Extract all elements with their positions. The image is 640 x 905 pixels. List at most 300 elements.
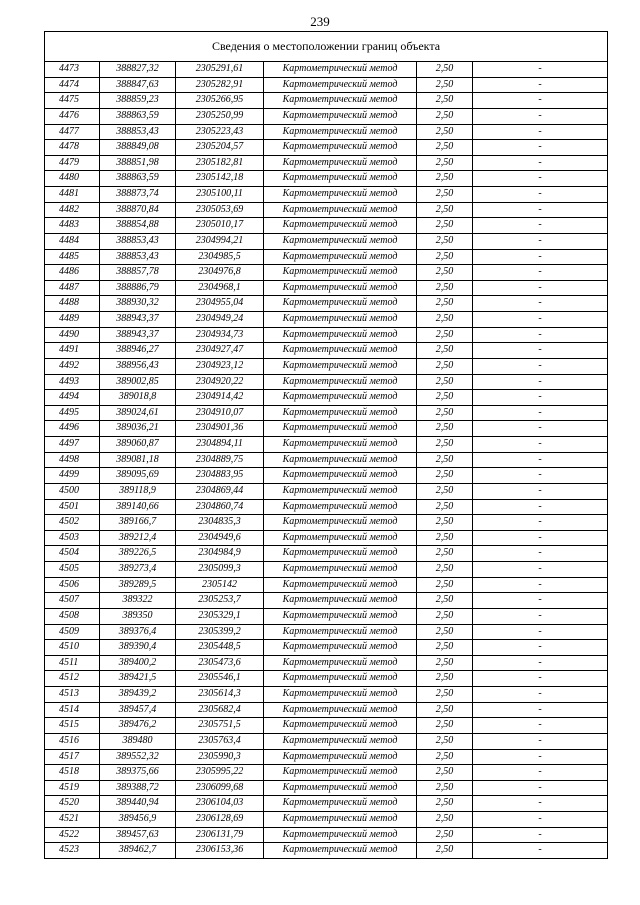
cell-method: Картометрический метод [264,343,417,359]
table-row [45,218,608,234]
cell-y-coordinate: 2304984,9 [176,546,264,562]
cell-x-coordinate: 389462,7 [100,843,176,859]
cell-x-coordinate: 388943,37 [100,327,176,343]
cell-x-coordinate: 389457,63 [100,827,176,843]
cell-method: Картометрический метод [264,296,417,312]
cell-x-coordinate: 389390,4 [100,640,176,656]
cell-method: Картометрический метод [264,265,417,281]
cell-method: Картометрический метод [264,202,417,218]
table-row [45,93,608,109]
table-row [45,327,608,343]
cell-method: Картометрический метод [264,249,417,265]
table-row [45,140,608,156]
cell-y-coordinate: 2305399,2 [176,624,264,640]
cell-method: Картометрический метод [264,155,417,171]
cell-description: - [473,499,608,515]
cell-description: - [473,265,608,281]
cell-description: - [473,765,608,781]
cell-point-number: 4480 [45,171,100,187]
cell-method: Картометрический метод [264,718,417,734]
cell-point-number: 4473 [45,62,100,78]
cell-y-coordinate: 2305053,69 [176,202,264,218]
cell-accuracy: 2,50 [417,562,473,578]
cell-point-number: 4506 [45,577,100,593]
cell-method: Картометрический метод [264,437,417,453]
cell-description: - [473,140,608,156]
cell-y-coordinate: 2306099,68 [176,780,264,796]
cell-x-coordinate: 388946,27 [100,343,176,359]
cell-description: - [473,249,608,265]
table-row [45,577,608,593]
cell-method: Картометрический метод [264,233,417,249]
cell-y-coordinate: 2304920,22 [176,374,264,390]
table-row [45,718,608,734]
cell-description: - [473,593,608,609]
cell-point-number: 4476 [45,108,100,124]
cell-point-number: 4479 [45,155,100,171]
cell-method: Картометрический метод [264,530,417,546]
cell-description: - [473,562,608,578]
cell-y-coordinate: 2305142,18 [176,171,264,187]
cell-accuracy: 2,50 [417,796,473,812]
cell-x-coordinate: 388853,43 [100,249,176,265]
cell-x-coordinate: 389289,5 [100,577,176,593]
cell-y-coordinate: 2304910,07 [176,405,264,421]
cell-method: Картометрический метод [264,468,417,484]
cell-y-coordinate: 2304994,21 [176,233,264,249]
cell-point-number: 4513 [45,687,100,703]
cell-method: Картометрический метод [264,546,417,562]
cell-description: - [473,155,608,171]
table-row [45,593,608,609]
cell-description: - [473,343,608,359]
cell-point-number: 4490 [45,327,100,343]
cell-point-number: 4503 [45,530,100,546]
cell-point-number: 4486 [45,265,100,281]
boundary-table-body [45,32,608,859]
cell-accuracy: 2,50 [417,640,473,656]
cell-point-number: 4492 [45,358,100,374]
cell-point-number: 4489 [45,312,100,328]
cell-point-number: 4520 [45,796,100,812]
cell-description: - [473,687,608,703]
cell-point-number: 4484 [45,233,100,249]
cell-description: - [473,780,608,796]
cell-method: Картометрический метод [264,827,417,843]
cell-y-coordinate: 2304889,75 [176,452,264,468]
cell-point-number: 4478 [45,140,100,156]
cell-method: Картометрический метод [264,171,417,187]
cell-method: Картометрический метод [264,483,417,499]
cell-x-coordinate: 388853,43 [100,124,176,140]
cell-point-number: 4487 [45,280,100,296]
cell-method: Картометрический метод [264,452,417,468]
cell-accuracy: 2,50 [417,280,473,296]
table-row [45,187,608,203]
cell-point-number: 4507 [45,593,100,609]
cell-accuracy: 2,50 [417,499,473,515]
cell-y-coordinate: 2305223,43 [176,124,264,140]
cell-point-number: 4496 [45,421,100,437]
cell-method: Картометрический метод [264,312,417,328]
cell-point-number: 4519 [45,780,100,796]
cell-accuracy: 2,50 [417,780,473,796]
cell-x-coordinate: 389118,9 [100,483,176,499]
cell-method: Картометрический метод [264,93,417,109]
cell-accuracy: 2,50 [417,358,473,374]
cell-point-number: 4475 [45,93,100,109]
cell-y-coordinate: 2305266,95 [176,93,264,109]
cell-point-number: 4493 [45,374,100,390]
cell-x-coordinate: 389095,69 [100,468,176,484]
cell-method: Картометрический метод [264,358,417,374]
cell-point-number: 4521 [45,812,100,828]
cell-y-coordinate: 2304894,11 [176,437,264,453]
cell-method: Картометрический метод [264,687,417,703]
cell-accuracy: 2,50 [417,62,473,78]
cell-method: Картометрический метод [264,108,417,124]
cell-point-number: 4512 [45,671,100,687]
cell-method: Картометрический метод [264,655,417,671]
cell-accuracy: 2,50 [417,171,473,187]
cell-point-number: 4515 [45,718,100,734]
cell-method: Картометрический метод [264,624,417,640]
table-row [45,405,608,421]
table-row [45,374,608,390]
cell-accuracy: 2,50 [417,671,473,687]
cell-accuracy: 2,50 [417,233,473,249]
cell-description: - [473,733,608,749]
cell-method: Картометрический метод [264,671,417,687]
cell-description: - [473,280,608,296]
cell-point-number: 4504 [45,546,100,562]
cell-method: Картометрический метод [264,140,417,156]
table-row [45,249,608,265]
cell-y-coordinate: 2305099,3 [176,562,264,578]
cell-y-coordinate: 2304934,73 [176,327,264,343]
cell-accuracy: 2,50 [417,437,473,453]
cell-x-coordinate: 389018,8 [100,390,176,406]
cell-accuracy: 2,50 [417,843,473,859]
cell-x-coordinate: 389140,66 [100,499,176,515]
cell-y-coordinate: 2305329,1 [176,608,264,624]
cell-accuracy: 2,50 [417,733,473,749]
cell-x-coordinate: 389456,9 [100,812,176,828]
cell-method: Картометрический метод [264,515,417,531]
cell-x-coordinate: 388851,98 [100,155,176,171]
table-row [45,452,608,468]
cell-x-coordinate: 389002,85 [100,374,176,390]
cell-accuracy: 2,50 [417,718,473,734]
table-row [45,655,608,671]
cell-accuracy: 2,50 [417,155,473,171]
cell-x-coordinate: 389439,2 [100,687,176,703]
cell-y-coordinate: 2304927,47 [176,343,264,359]
cell-point-number: 4499 [45,468,100,484]
cell-accuracy: 2,50 [417,249,473,265]
cell-x-coordinate: 389226,5 [100,546,176,562]
table-row [45,796,608,812]
cell-description: - [473,405,608,421]
cell-x-coordinate: 389375,66 [100,765,176,781]
cell-description: - [473,827,608,843]
cell-y-coordinate: 2305182,81 [176,155,264,171]
cell-description: - [473,843,608,859]
cell-point-number: 4477 [45,124,100,140]
cell-point-number: 4516 [45,733,100,749]
cell-accuracy: 2,50 [417,405,473,421]
cell-description: - [473,358,608,374]
cell-accuracy: 2,50 [417,515,473,531]
cell-point-number: 4483 [45,218,100,234]
cell-y-coordinate: 2304923,12 [176,358,264,374]
cell-description: - [473,312,608,328]
cell-y-coordinate: 2304883,95 [176,468,264,484]
cell-x-coordinate: 388863,59 [100,108,176,124]
cell-accuracy: 2,50 [417,827,473,843]
cell-y-coordinate: 2305282,91 [176,77,264,93]
cell-description: - [473,327,608,343]
cell-y-coordinate: 2304949,6 [176,530,264,546]
table-row [45,640,608,656]
cell-accuracy: 2,50 [417,452,473,468]
table-title-row [45,32,608,62]
cell-accuracy: 2,50 [417,327,473,343]
cell-point-number: 4517 [45,749,100,765]
cell-description: - [473,577,608,593]
cell-x-coordinate: 389166,7 [100,515,176,531]
cell-y-coordinate: 2306104,03 [176,796,264,812]
table-row [45,765,608,781]
cell-method: Картометрический метод [264,608,417,624]
cell-accuracy: 2,50 [417,77,473,93]
cell-x-coordinate: 388943,37 [100,312,176,328]
cell-x-coordinate: 388930,32 [100,296,176,312]
cell-accuracy: 2,50 [417,187,473,203]
cell-accuracy: 2,50 [417,608,473,624]
cell-accuracy: 2,50 [417,312,473,328]
cell-method: Картометрический метод [264,327,417,343]
cell-accuracy: 2,50 [417,343,473,359]
cell-point-number: 4505 [45,562,100,578]
table-row [45,468,608,484]
page-number: 239 [310,14,330,29]
boundary-table [44,31,608,859]
cell-y-coordinate: 2305100,11 [176,187,264,203]
cell-description: - [473,452,608,468]
cell-x-coordinate: 388847,63 [100,77,176,93]
cell-x-coordinate: 389322 [100,593,176,609]
cell-description: - [473,640,608,656]
cell-point-number: 4474 [45,77,100,93]
cell-y-coordinate: 2305682,4 [176,702,264,718]
cell-accuracy: 2,50 [417,765,473,781]
cell-accuracy: 2,50 [417,468,473,484]
cell-description: - [473,296,608,312]
cell-accuracy: 2,50 [417,421,473,437]
cell-accuracy: 2,50 [417,687,473,703]
cell-accuracy: 2,50 [417,93,473,109]
cell-accuracy: 2,50 [417,530,473,546]
cell-accuracy: 2,50 [417,390,473,406]
table-row [45,312,608,328]
cell-x-coordinate: 388886,79 [100,280,176,296]
cell-y-coordinate: 2305763,4 [176,733,264,749]
cell-description: - [473,515,608,531]
cell-y-coordinate: 2304860,74 [176,499,264,515]
cell-method: Картометрический метод [264,405,417,421]
cell-x-coordinate: 389376,4 [100,624,176,640]
cell-description: - [473,530,608,546]
cell-y-coordinate: 2305010,17 [176,218,264,234]
cell-x-coordinate: 388859,23 [100,93,176,109]
cell-description: - [473,624,608,640]
cell-point-number: 4509 [45,624,100,640]
table-row [45,265,608,281]
cell-method: Картометрический метод [264,812,417,828]
table-row [45,108,608,124]
cell-y-coordinate: 2304901,36 [176,421,264,437]
table-row [45,233,608,249]
table-row [45,562,608,578]
cell-description: - [473,812,608,828]
cell-point-number: 4523 [45,843,100,859]
table-row [45,812,608,828]
cell-method: Картометрический метод [264,562,417,578]
cell-point-number: 4485 [45,249,100,265]
cell-accuracy: 2,50 [417,702,473,718]
cell-y-coordinate: 2304914,42 [176,390,264,406]
cell-description: - [473,62,608,78]
cell-point-number: 4498 [45,452,100,468]
cell-description: - [473,124,608,140]
cell-point-number: 4491 [45,343,100,359]
cell-y-coordinate: 2305990,3 [176,749,264,765]
cell-x-coordinate: 389273,4 [100,562,176,578]
cell-point-number: 4511 [45,655,100,671]
table-row [45,483,608,499]
cell-y-coordinate: 2306153,36 [176,843,264,859]
cell-accuracy: 2,50 [417,593,473,609]
cell-method: Картометрический метод [264,796,417,812]
cell-method: Картометрический метод [264,702,417,718]
cell-description: - [473,671,608,687]
cell-description: - [473,796,608,812]
cell-description: - [473,749,608,765]
cell-description: - [473,546,608,562]
cell-x-coordinate: 389036,21 [100,421,176,437]
cell-accuracy: 2,50 [417,265,473,281]
cell-point-number: 4482 [45,202,100,218]
cell-y-coordinate: 2305614,3 [176,687,264,703]
table-row [45,733,608,749]
cell-description: - [473,468,608,484]
cell-description: - [473,608,608,624]
cell-x-coordinate: 389060,87 [100,437,176,453]
cell-description: - [473,374,608,390]
cell-description: - [473,421,608,437]
cell-point-number: 4500 [45,483,100,499]
cell-description: - [473,702,608,718]
cell-accuracy: 2,50 [417,483,473,499]
table-row [45,499,608,515]
cell-x-coordinate: 389350 [100,608,176,624]
cell-accuracy: 2,50 [417,296,473,312]
cell-accuracy: 2,50 [417,624,473,640]
cell-x-coordinate: 389024,61 [100,405,176,421]
cell-y-coordinate: 2305448,5 [176,640,264,656]
cell-accuracy: 2,50 [417,812,473,828]
cell-y-coordinate: 2306131,79 [176,827,264,843]
table-row [45,702,608,718]
cell-accuracy: 2,50 [417,124,473,140]
cell-x-coordinate: 389476,2 [100,718,176,734]
table-row [45,155,608,171]
cell-y-coordinate: 2305142 [176,577,264,593]
cell-y-coordinate: 2304835,3 [176,515,264,531]
cell-description: - [473,218,608,234]
table-row [45,296,608,312]
cell-x-coordinate: 388854,88 [100,218,176,234]
cell-description: - [473,718,608,734]
table-row [45,749,608,765]
cell-x-coordinate: 389400,2 [100,655,176,671]
cell-description: - [473,233,608,249]
cell-point-number: 4488 [45,296,100,312]
cell-x-coordinate: 388857,78 [100,265,176,281]
cell-description: - [473,483,608,499]
cell-point-number: 4494 [45,390,100,406]
cell-x-coordinate: 388853,43 [100,233,176,249]
cell-x-coordinate: 389440,94 [100,796,176,812]
cell-y-coordinate: 2304985,5 [176,249,264,265]
cell-x-coordinate: 389081,18 [100,452,176,468]
cell-accuracy: 2,50 [417,374,473,390]
table-row [45,687,608,703]
table-row [45,390,608,406]
cell-x-coordinate: 389421,5 [100,671,176,687]
table-title: Сведения о местоположении границ объекта [45,32,608,62]
cell-point-number: 4497 [45,437,100,453]
cell-x-coordinate: 389480 [100,733,176,749]
cell-accuracy: 2,50 [417,108,473,124]
cell-method: Картометрический метод [264,124,417,140]
cell-point-number: 4481 [45,187,100,203]
table-row [45,671,608,687]
cell-y-coordinate: 2305995,22 [176,765,264,781]
table-row [45,62,608,78]
cell-accuracy: 2,50 [417,202,473,218]
cell-method: Картометрический метод [264,640,417,656]
cell-x-coordinate: 389552,32 [100,749,176,765]
cell-point-number: 4501 [45,499,100,515]
table-row [45,843,608,859]
table-row [45,437,608,453]
cell-accuracy: 2,50 [417,140,473,156]
cell-y-coordinate: 2305250,99 [176,108,264,124]
cell-method: Картометрический метод [264,280,417,296]
cell-method: Картометрический метод [264,374,417,390]
table-row [45,546,608,562]
cell-method: Картометрический метод [264,577,417,593]
cell-x-coordinate: 388827,32 [100,62,176,78]
table-row [45,780,608,796]
cell-method: Картометрический метод [264,780,417,796]
cell-description: - [473,202,608,218]
table-row [45,608,608,624]
table-row [45,202,608,218]
cell-y-coordinate: 2304955,04 [176,296,264,312]
